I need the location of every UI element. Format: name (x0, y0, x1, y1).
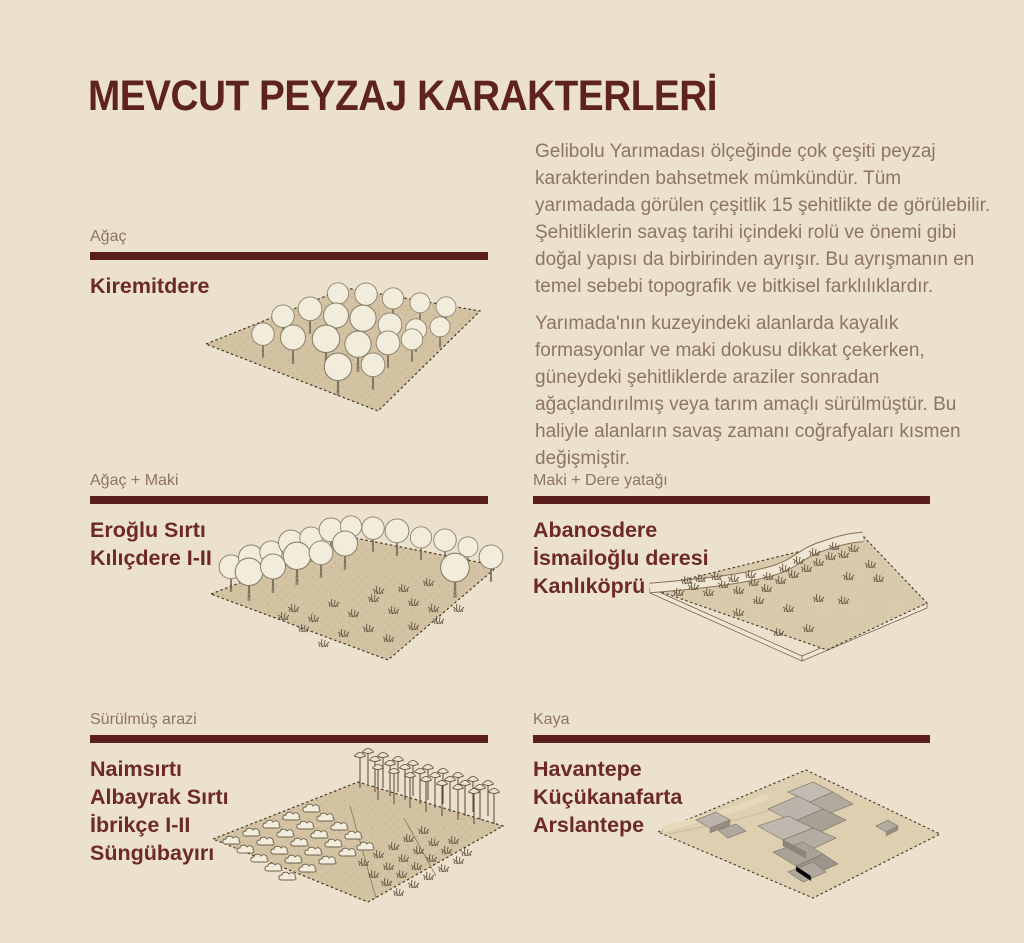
intro-text (535, 138, 993, 482)
site-name: Kılıçdere I-II (90, 546, 212, 570)
trees-illustration (188, 258, 500, 463)
site-name: Havantepe (533, 757, 642, 781)
site-name: İbrikçe I-II (90, 813, 191, 837)
plowed-land-illustration (208, 744, 512, 906)
maki-and-streambed-illustration (638, 524, 932, 666)
site-name: Albayrak Sırtı (90, 785, 229, 809)
site-name: Naimsırtı (90, 757, 183, 781)
site-name: Eroğlu Sırtı (90, 518, 206, 542)
category-label: Ağaç (90, 228, 127, 245)
category-label: Kaya (533, 711, 570, 728)
site-name: Abanosdere (533, 518, 658, 542)
site-name: Arslantepe (533, 813, 645, 837)
intro-paragraph-2: Yarımada'nın kuzeyindeki alanlarda kayalık formasyonlar ve maki dokusu dikkat çekerken, güneydeki şehitliklerde araziler sonradan ağaçlandırılmış veya tarım amaçlı sürülmüştür. Bu haliyle alanların savaş zamanı coğrafyaları kısmen değişmiştir. (535, 313, 961, 469)
site-name: Küçükanafarta (533, 785, 683, 809)
site-name: Kanlıköprü (533, 574, 646, 598)
trees-and-maki-illustration (203, 502, 505, 664)
site-name: İsmailoğlu deresi (533, 546, 709, 570)
divider-rule (533, 496, 930, 504)
category-label: Ağaç + Maki (90, 472, 179, 489)
site-name: Süngübayırı (90, 841, 215, 865)
intro-paragraph-1: Gelibolu Yarımadası ölçeğinde çok çeşiti peyzaj karakterinden bahsetmek mümkündür. Tüm yarımadada görülen çeşitlik 15 şehitlikte de görülebilir. Şehitliklerin savaş tarihi içindeki rolü ve önemi gibi doğal yapısı da birbirinden ayrışır. Bu ayrışmanın en temel sebebi topografik ve bitkisel farklılıklardır. (535, 141, 991, 297)
divider-rule (90, 735, 488, 743)
site-name: Kiremitdere (90, 274, 210, 298)
rocks-illustration (648, 754, 952, 906)
page-title: MEVCUT PEYZAJ KARAKTERLERİ (88, 72, 718, 120)
divider-rule (533, 735, 930, 743)
category-label: Sürülmüş arazi (90, 711, 197, 728)
category-label: Maki + Dere yatağı (533, 472, 668, 489)
